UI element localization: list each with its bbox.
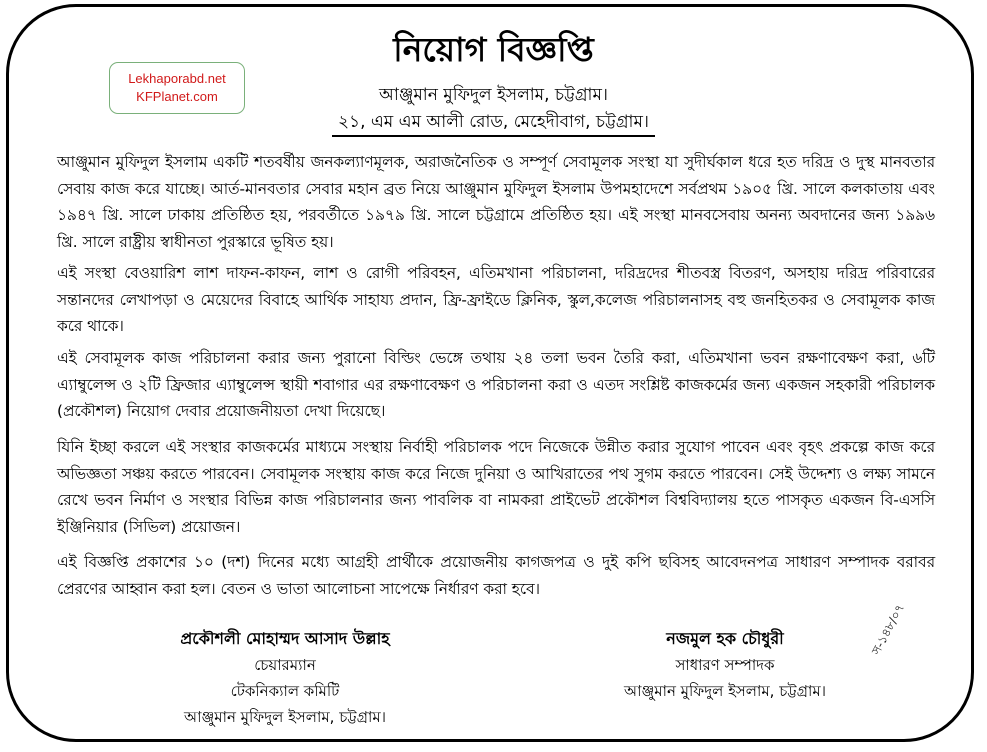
reference-stamp: স-১৪৮/০৭ <box>868 601 908 658</box>
signatory-general-secretary <box>560 626 890 704</box>
signatory-organization: আঞ্জুমান মুফিদুল ইসলাম, চট্টগ্রাম। <box>623 682 827 700</box>
watermark-line-2: KFPlanet.com <box>136 89 218 104</box>
paragraph-need: এই সেবামূলক কাজ পরিচালনা করার জন্য পুরানো বিল্ডিং ভেঙ্গে তথায় ২৪ তলা ভবন তৈরি করা, এতিমখানা ভবন রক্ষণাবেক্ষণ করা, ৬টি এ্যাম্বুলেন্স ও ২টি ফ্রিজার এ্যাম্বুলেন্স স্থায়ী শবাগার এর রক্ষণাবেক্ষণ ও পরিচালনা করা ও এতদ সংশ্লিষ্ট কাজকর্মের জন্য একজন সহকারী পরিচালক (প্রকৌশল) নিয়োগ দেবার প্রয়োজনীয়তা দেখা দিয়েছে। <box>57 349 935 420</box>
paragraph-application: এই বিজ্ঞপ্তি প্রকাশের ১০ (দশ) দিনের মধ্যে আগ্রহী প্রার্থীকে প্রয়োজনীয় কাগজপত্র ও দুই কপি ছবিসহ আবেদনপত্র সাধারণ সম্পাদক বরাবর প্রেরণের আহ্বান করা হল। বেতন ও ভাতা আলোচনা সাপেক্ষে নির্ধারণ করা হবে। <box>57 553 935 598</box>
paragraph-activities: এই সংস্থা বেওয়ারিশ লাশ দাফন-কাফন, লাশ ও রোগী পরিবহন, এতিমখানা পরিচালনা, দরিদ্রদের শীতবস্ত্র বিতরণ, অসহায় দরিদ্র পরিবারের সন্তানদের লেখাপড়া ও মেয়েদের বিবাহে আর্থিক সাহায্য প্রদান, ফ্রি-ফ্রাইডে ক্লিনিক, স্কুল,কলেজ পরিচালনাসহ বহু জনহিতকর ও সেবামূলক কাজ করে থাকে। <box>57 264 935 335</box>
signatory-title: সাধারণ সম্পাদক <box>675 656 775 674</box>
paragraph-requirement: যিনি ইচ্ছা করলে এই সংস্থার কাজকর্মের মাধ্যমে সংস্থায় নির্বাহী পরিচালক পদে নিজেকে উন্নীত করার সুযোগ পাবেন এবং বৃহৎ প্রকল্পে কাজ করে অভিজ্ঞতা সঞ্চয় করতে পারবেন। সেবামূলক সংস্থায় কাজ করে নিজে দুনিয়া ও আখিরাতের পথ সুগম করতে পারবেন। সেই উদ্দেশ্য ও লক্ষ্য সামনে রেখে ভবন নির্মাণ ও সংস্থার বিভিন্ন কাজ পরিচালনার জন্য পাবলিক বা নামকরা প্রাইভেট প্রকৌশল বিশ্ববিদ্যালয় হতে পাসকৃত একজন বি-এসসি ইঞ্জিনিয়ার (সিভিল) প্রয়োজন। <box>57 438 935 536</box>
address-text: ২১, এম এম আলী রোড, মেহেদীবাগ, চট্টগ্রাম। <box>332 111 655 137</box>
signatory-chairman <box>120 626 450 730</box>
signatory-name: নজমুল হক চৌধুরী <box>666 629 784 648</box>
signatory-name: প্রকৌশলী মোহাম্মদ আসাদ উল্লাহ <box>180 629 390 648</box>
notice-title: নিয়োগ বিজ্ঞপ্তি <box>393 30 594 69</box>
watermark-line-1: Lekhaporabd.net <box>128 71 226 86</box>
signatory-organization: আঞ্জুমান মুফিদুল ইসলাম, চট্টগ্রাম। <box>183 708 387 726</box>
organization-name: আঞ্জুমান মুফিদুল ইসলাম, চট্টগ্রাম। <box>379 85 608 105</box>
organization-address <box>0 111 987 137</box>
signatory-committee: টেকনিক্যাল কমিটি <box>230 682 340 700</box>
signatory-title: চেয়ারম্যান <box>254 656 316 674</box>
paragraph-intro: আঞ্জুমান মুফিদুল ইসলাম একটি শতবর্ষীয় জনকল্যাণমূলক, অরাজনৈতিক ও সম্পূর্ণ সেবামূলক সংস্থা যা সুদীর্ঘকাল ধরে হত দরিদ্র ও দুস্থ মানবতার সেবায় কাজ করে যাচ্ছে। আর্ত-মানবতার সেবার মহান ব্রত নিয়ে আঞ্জুমান মুফিদুল ইসলাম উপমহাদেশে সর্বপ্রথম ১৯০৫ খ্রি. সালে কলকাতায় এবং ১৯৪৭ খ্রি. সালে ঢাকায় প্রতিষ্ঠিত হয়, পরবর্তীতে ১৯৭৯ খ্রি. সালে চট্টগ্রামে প্রতিষ্ঠিত হয়। এই সংস্থা মানবসেবায় অনন্য অবদানের জন্য ১৯৯৬ খ্রি. সালে রাষ্ট্রীয় স্বাধীনতা পুরস্কারে ভূষিত হয়। <box>57 153 935 251</box>
